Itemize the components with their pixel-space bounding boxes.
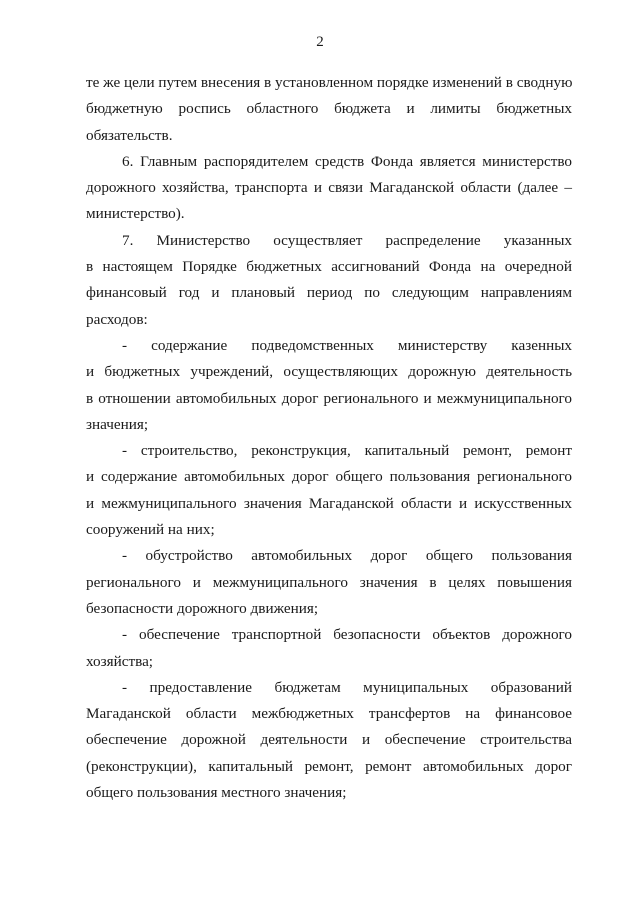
paragraph-p5 bbox=[86, 438, 572, 543]
text-line: те же цели путем внесения в установленном порядке изменений в сводную bbox=[86, 74, 573, 91]
text-line: - обустройство автомобильных дорог общего пользования bbox=[122, 547, 572, 565]
paragraph-p2 bbox=[86, 149, 572, 228]
text-line: общего пользования местного значения; bbox=[86, 784, 347, 802]
text-line: значения; bbox=[86, 415, 149, 433]
text-line: (реконструкции), капитальный ремонт, ремонт автомобильных дорог bbox=[86, 757, 572, 775]
text-line: финансовый год и плановый период по следующим направлениям bbox=[86, 284, 572, 302]
text-line: - содержание подведомственных министерству казенных bbox=[122, 336, 572, 354]
paragraph-p7 bbox=[86, 622, 572, 675]
text-line: Магаданской области межбюджетных трансфертов на финансовое bbox=[86, 705, 572, 723]
paragraph-p4 bbox=[86, 333, 572, 438]
text-line: в отношении автомобильных дорог регионального и межмуниципального bbox=[86, 389, 572, 407]
text-line: регионального и межмуниципального значения в целях повышения bbox=[86, 573, 572, 591]
paragraph-p8 bbox=[86, 675, 572, 806]
text-line: 6. Главным распорядителем средств Фонда является министерство bbox=[122, 152, 572, 170]
text-line: обязательств. bbox=[86, 126, 173, 144]
text-line: бюджетную роспись областного бюджета и лимиты бюджетных bbox=[86, 100, 572, 118]
page-number: 2 bbox=[316, 34, 324, 50]
text-line: хозяйства; bbox=[86, 652, 154, 670]
text-line: и бюджетных учреждений, осуществляющих дорожную деятельность bbox=[86, 363, 572, 381]
text-line: обеспечение дорожной деятельности и обеспечение строительства bbox=[86, 731, 572, 749]
paragraph-p3 bbox=[86, 228, 572, 333]
text-line: министерство). bbox=[86, 205, 185, 223]
text-line: и содержание автомобильных дорог общего пользования регионального bbox=[86, 468, 572, 486]
text-line: в настоящем Порядке бюджетных ассигнований Фонда на очередной bbox=[86, 258, 572, 276]
text-line: расходов: bbox=[86, 310, 148, 328]
document-body bbox=[86, 70, 572, 806]
text-line: - обеспечение транспортной безопасности объектов дорожного bbox=[122, 626, 572, 644]
paragraph-p1 bbox=[86, 70, 572, 149]
text-line: сооружений на них; bbox=[86, 521, 215, 539]
text-line: - строительство, реконструкция, капитальный ремонт, ремонт bbox=[122, 442, 572, 460]
text-line: безопасности дорожного движения; bbox=[86, 599, 319, 617]
text-line: дорожного хозяйства, транспорта и связи Магаданской области (далее – bbox=[86, 179, 572, 197]
text-line: и межмуниципального значения Магаданской области и искусственных bbox=[86, 494, 572, 512]
text-line: - предоставление бюджетам муниципальных образований bbox=[122, 678, 572, 696]
text-line: 7. Министерство осуществляет распределение указанных bbox=[122, 231, 572, 249]
paragraph-p6 bbox=[86, 543, 572, 622]
